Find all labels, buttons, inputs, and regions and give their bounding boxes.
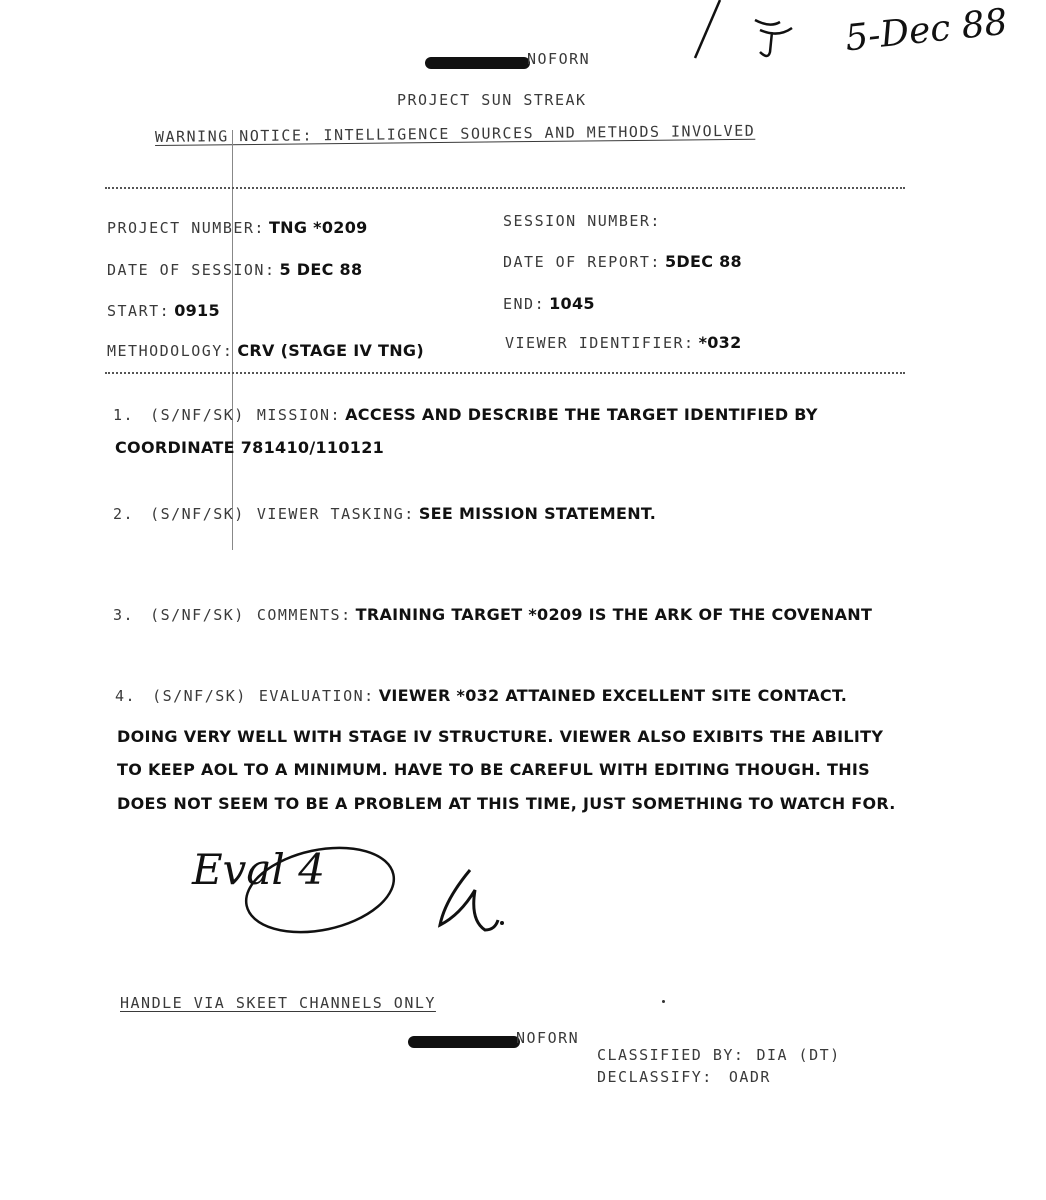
classified-by-label: CLASSIFIED BY: [597, 1046, 745, 1064]
viewer-identifier-value: *032 [698, 333, 742, 352]
date-of-session-value: 5 DEC 88 [279, 260, 363, 279]
section-label: MISSION: [256, 406, 342, 424]
handling-notice: HANDLE VIA SKEET CHANNELS ONLY [120, 994, 436, 1012]
classification-top: NOFORN [527, 50, 591, 68]
methodology-label: METHODOLOGY: [107, 342, 234, 360]
section-label: EVALUATION: [258, 687, 375, 705]
redaction-bar-bottom [408, 1036, 520, 1048]
section-label: VIEWER TASKING: [256, 505, 415, 523]
field-session-number [503, 211, 661, 231]
eval-annotation: Eval 4 [192, 845, 325, 894]
section-label: COMMENTS: [256, 606, 352, 624]
methodology-value: CRV (STAGE IV TNG) [237, 341, 424, 360]
redaction-bar-top [425, 57, 530, 69]
separator-bottom [105, 372, 905, 374]
date-of-report-label: DATE OF REPORT: [503, 253, 661, 271]
declassify [597, 1068, 771, 1087]
comments-text: TRAINING TARGET *0209 IS THE ARK OF THE COVENANT [355, 605, 873, 624]
warning-notice: WARNING NOTICE: INTELLIGENCE SOURCES AND METHODS INVOLVED [154, 121, 756, 146]
section-classification: (S/NF/SK) [150, 505, 245, 523]
evaluation-text-line1: VIEWER *032 ATTAINED EXCELLENT SITE CONTACT. [378, 686, 848, 705]
field-date-of-session [107, 260, 362, 280]
date-annotation: 5-Dec 88 [843, 1, 1010, 60]
field-end [503, 294, 595, 314]
evaluation-text-line2: DOING VERY WELL WITH STAGE IV STRUCTURE. VIEWER ALSO EXIBITS THE ABILITY [117, 727, 884, 746]
section-viewer-tasking [113, 504, 656, 524]
project-number-label: PROJECT NUMBER: [107, 219, 265, 237]
end-label: END: [503, 295, 546, 313]
scan-artifact-line [232, 130, 233, 550]
session-number-label: SESSION NUMBER: [503, 212, 661, 230]
eval-circle-and-initial [240, 835, 530, 945]
viewer-identifier-label: VIEWER IDENTIFIER: [505, 334, 695, 352]
declassify-label: DECLASSIFY: [597, 1068, 713, 1086]
separator-top [105, 187, 905, 189]
tasking-text: SEE MISSION STATEMENT. [418, 504, 657, 523]
section-number: 1. [113, 406, 135, 424]
section-classification: (S/NF/SK) [150, 406, 245, 424]
field-date-of-report [503, 252, 742, 272]
classified-by-value: DIA (DT) [756, 1046, 841, 1064]
project-title: PROJECT SUN STREAK [397, 91, 587, 109]
start-label: START: [107, 302, 171, 320]
field-methodology [107, 341, 424, 361]
section-mission [113, 405, 818, 425]
evaluation-text-line4: DOES NOT SEEM TO BE A PROBLEM AT THIS TIME, JUST SOMETHING TO WATCH FOR. [117, 794, 896, 813]
date-of-report-value: 5DEC 88 [664, 252, 742, 271]
evaluation-text-line3: TO KEEP AOL TO A MINIMUM. HAVE TO BE CAREFUL WITH EDITING THOUGH. THIS [117, 760, 870, 779]
mission-text-line1: ACCESS AND DESCRIBE THE TARGET IDENTIFIED BY [345, 405, 818, 424]
end-value: 1045 [549, 294, 595, 313]
field-start [107, 301, 220, 321]
scan-dot [662, 1000, 665, 1003]
section-evaluation [115, 686, 847, 706]
field-project-number [107, 218, 368, 238]
section-number: 4. [115, 687, 137, 705]
field-viewer-identifier [505, 333, 742, 353]
section-classification: (S/NF/SK) [152, 687, 247, 705]
project-number-value: TNG *0209 [268, 218, 368, 237]
classification-bottom: NOFORN [516, 1029, 580, 1047]
start-value: 0915 [174, 301, 220, 320]
section-classification: (S/NF/SK) [150, 606, 245, 624]
classified-by [597, 1046, 841, 1065]
section-comments [113, 605, 872, 625]
section-number: 2. [113, 505, 135, 523]
section-number: 3. [113, 606, 135, 624]
date-of-session-label: DATE OF SESSION: [107, 261, 276, 279]
declassify-value: OADR [728, 1068, 771, 1086]
mission-text-line2: COORDINATE 781410/110121 [115, 438, 385, 457]
